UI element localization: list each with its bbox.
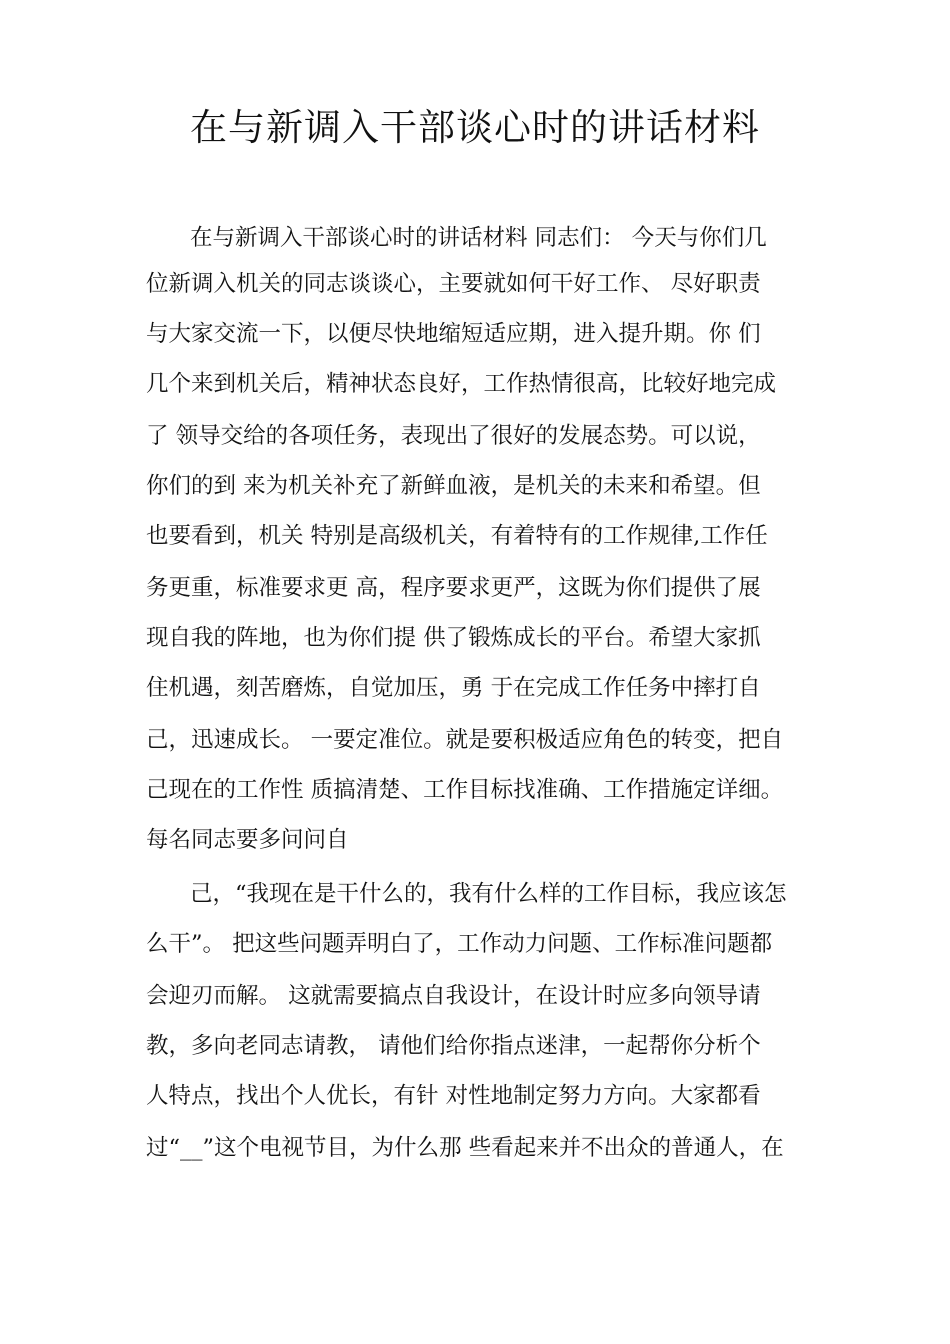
- body-line: 与大家交流一下，以便尽快地缩短适应期，进入提升期。你 们: [146, 321, 761, 347]
- body-line: 现自我的阵地，也为你们提 供了锻炼成长的平台。希望大家抓: [146, 625, 761, 651]
- body-line: 住机遇，刻苦磨炼，自觉加压，勇 于在完成工作任务中摔打自: [146, 675, 761, 701]
- body-line: 务更重，标准要求更 高，程序要求更严，这既为你们提供了展: [146, 575, 761, 601]
- body-line: 人特点，找出个人优长，有针 对性地制定努力方向。大家都看: [146, 1083, 761, 1109]
- body-line: 每名同志要多问问自: [146, 827, 349, 853]
- body-line: 了 领导交给的各项任务，表现出了很好的发展态势。可以说，: [146, 423, 761, 449]
- body-line: 己现在的工作性 质搞清楚、工作目标找准确、工作措施定详细。: [146, 777, 784, 803]
- body-line: 几个来到机关后，精神状态良好，工作热情很高，比较好地完成: [146, 371, 777, 397]
- body-line: 在与新调入干部谈心时的讲话材料 同志们： 今天与你们几: [190, 225, 767, 251]
- body-line: 己，“我现在是干什么的，我有什么样的工作目标，我应该怎: [190, 881, 787, 907]
- body-line: 过“__”这个电视节目，为什么那 些看起来并不出众的普通人，在: [146, 1135, 784, 1161]
- document-title: 在与新调入干部谈心时的讲话材料: [190, 106, 760, 149]
- body-line: 己，迅速成长。 一要定准位。就是要积极适应角色的转变，把自: [146, 727, 784, 753]
- body-line: 教，多向老同志请教， 请他们给你指点迷津，一起帮你分析个: [146, 1033, 761, 1059]
- body-line: 么干”。 把这些问题弄明白了，工作动力问题、工作标准问题都: [146, 931, 773, 957]
- body-line: 位新调入机关的同志谈谈心，主要就如何干好工作、 尽好职责: [146, 271, 761, 297]
- body-line: 也要看到，机关 特别是高级机关，有着特有的工作规律,工作任: [146, 523, 768, 549]
- body-line: 会迎刃而解。 这就需要搞点自我设计，在设计时应多向领导请: [146, 983, 761, 1009]
- body-line: 你们的到 来为机关补充了新鲜血液，是机关的未来和希望。但: [146, 473, 761, 499]
